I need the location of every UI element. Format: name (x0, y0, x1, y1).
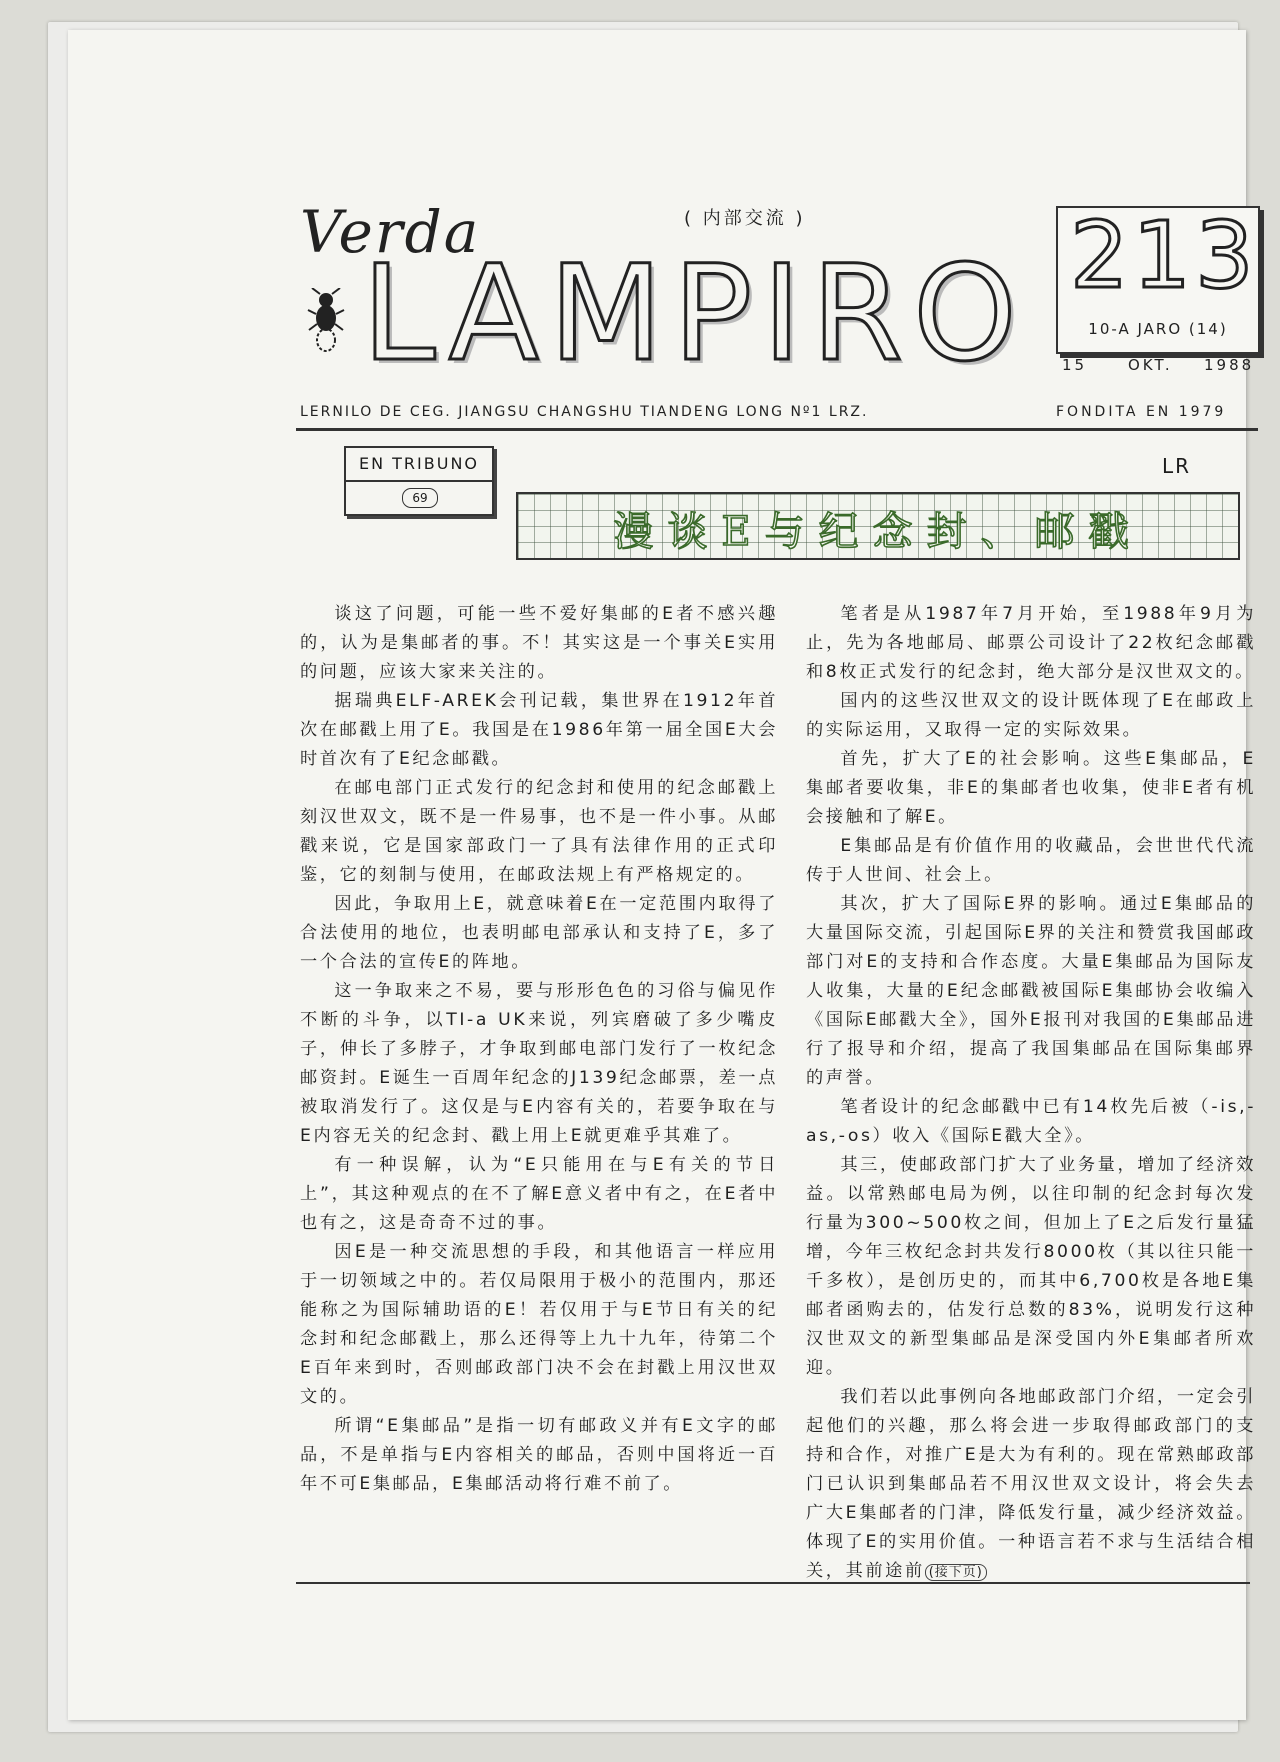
issue-box (1056, 202, 1260, 354)
internal-circulation-note: ( 内部交流 ) (684, 208, 806, 229)
paragraph: 首先，扩大了E的社会影响。这些E集邮品，E集邮者要收集，非E的集邮者也收集，使非E者有机会接触和了解E。 (806, 749, 1256, 827)
article-title-banner (516, 492, 1240, 560)
paragraph: E集邮品是有价值作用的收藏品，会世世代代流传于人世间、社会上。 (806, 836, 1256, 885)
article-left-column (300, 600, 778, 1499)
tribune-label: EN TRIBUNO (358, 454, 480, 473)
paragraph: 这一争取来之不易，要与形形色色的习俗与偏见作不断的斗争，以TI-a UK来说，列宾磨破了多少嘴皮子，伸长了多脖子，才争取到邮电部门发行了一枚纪念邮资封。E诞生一百周年纪念的J139纪念邮票，差一点被取消发行了。这仅是与E内容有关的，若要争取在与E内容无关的纪念封、戳上用上E就更难乎其难了。 (300, 981, 778, 1146)
paragraph: 笔者是从1987年7月开始，至1988年9月为止，先为各地邮局、邮票公司设计了22枚纪念邮戳和8枚正式发行的纪念封，绝大部分是汉世双文的。 (806, 604, 1256, 682)
paragraph: 其次，扩大了国际E界的影响。通过E集邮品的大量国际交流，引起国际E界的关注和赞赏我国邮政部门对E的支持和合作态度。大量E集邮品为国际友人收集，大量的E纪念邮戳被国际E集邮协会收编入《国际E邮戳大全》，国外E报刊对我国的E集邮品进行了报导和介绍，提高了我国集邮品在国际集邮界的声誉。 (806, 894, 1256, 1088)
date-year: 1988 (1204, 356, 1255, 374)
issue-number: 213 (1070, 202, 1258, 309)
masthead-rule (296, 428, 1258, 431)
paragraph: 谈这了问题，可能一些不爱好集邮的E者不感兴趣的，认为是集邮者的事。不！其实这是一个事关E实用的问题，应该大家来关注的。 (300, 604, 778, 682)
masthead-title: LAMPIRO (362, 237, 1027, 391)
tribune-divider (346, 480, 492, 482)
paragraph-last (806, 1383, 1256, 1587)
paragraph: 因E是一种交流思想的手段，和其他语言一样应用于一切领域之中的。若仅局限用于极小的范围内，那还能称之为国际辅助语的E！若仅用于与E节日有关的纪念封和纪念邮戳上，那么还得等上九十九年，待第二个E百年来到时，否则邮政部门决不会在封戳上用汉世双文的。 (300, 1242, 778, 1407)
continued-marker: (接下页) (925, 1564, 987, 1581)
paragraph: 所谓“E集邮品”是指一切有邮政义并有E文字的邮品，不是单指与E内容相关的邮品，否则中国将近一百年不可E集邮品，E集邮活动将行难不前了。 (300, 1416, 778, 1494)
issue-year: 10-A JARO (14) (1088, 320, 1228, 338)
tribune-number: 69 (402, 488, 438, 508)
paragraph: 有一种误解，认为“E只能用在与E有关的节日上”，其这种观点的在不了解E意义者中有之，在E者中也有之，这是奇奇不过的事。 (300, 1155, 778, 1233)
date-month: OKT. (1128, 356, 1173, 374)
paragraph: 国内的这些汉世双文的设计既体现了E在邮政上的实际运用，又取得一定的实际效果。 (806, 691, 1256, 740)
article-title: 漫谈E与纪念封、邮戳 (613, 509, 1143, 555)
paragraph: 因此，争取用上E，就意味着E在一定范围内取得了合法使用的地位，也表明邮电部承认和支持了E，多了一个合法的宣传E的阵地。 (300, 894, 778, 972)
publisher-address: LERNILO DE CEG. JIANGSU CHANGSHU TIANDENG LONG Nº1 LRZ. (300, 404, 869, 420)
author-tag: LR (1162, 454, 1192, 478)
date-day: 15 (1062, 356, 1088, 374)
paragraph: 据瑞典ELF-AREK会刊记载，集世界在1912年首次在邮戳上用了E。我国是在1986年第一届全国E大会时首次有了E纪念邮戳。 (300, 691, 778, 769)
paragraph: 笔者设计的纪念邮戳中已有14枚先后被（-is,-as,-os）收入《国际E戳大全》。 (806, 1097, 1256, 1146)
founded-line: FONDITA EN 1979 (1056, 404, 1227, 420)
bottom-rule (296, 1582, 1250, 1584)
article-right-column (806, 600, 1256, 1587)
paragraph: 其三，使邮政部门扩大了业务量，增加了经济效益。以常熟邮电局为例，以往印制的纪念封每次发行量为300~500枚之间，但加上了E之后发行量猛增，今年三枚纪念封共发行8000枚（其以往只能一千多枚），是创历史的，而其中6,700枚是各地E集邮者函购去的，估发行总数的83%，说明发行这种汉世双文的新型集邮品是深受国内外E集邮者所欢迎。 (806, 1155, 1256, 1378)
paragraph-text: 我们若以此事例向各地邮政部门介绍，一定会引起他们的兴趣，那么将会进一步取得邮政部门的支持和合作，对推广E是大为有利的。现在常熟邮政部门已认识到集邮品若不用汉世双文设计，将会失去广大E集邮者的门津，降低发行量，减少经济效益。体现了E的实用价值。一种语言若不求与生活结合相关，其前途前 (806, 1387, 1256, 1581)
firefly-icon (307, 288, 345, 356)
tribune-box (344, 446, 494, 516)
masthead-verda: Verda (300, 198, 481, 266)
paragraph: 在邮电部门正式发行的纪念封和使用的纪念邮戳上刻汉世双文，既不是一件易事，也不是一件小事。从邮戳来说，它是国家部政门一了具有法律作用的正式印鉴，它的刻制与使用，在邮政法规上有严格规定的。 (300, 778, 778, 885)
